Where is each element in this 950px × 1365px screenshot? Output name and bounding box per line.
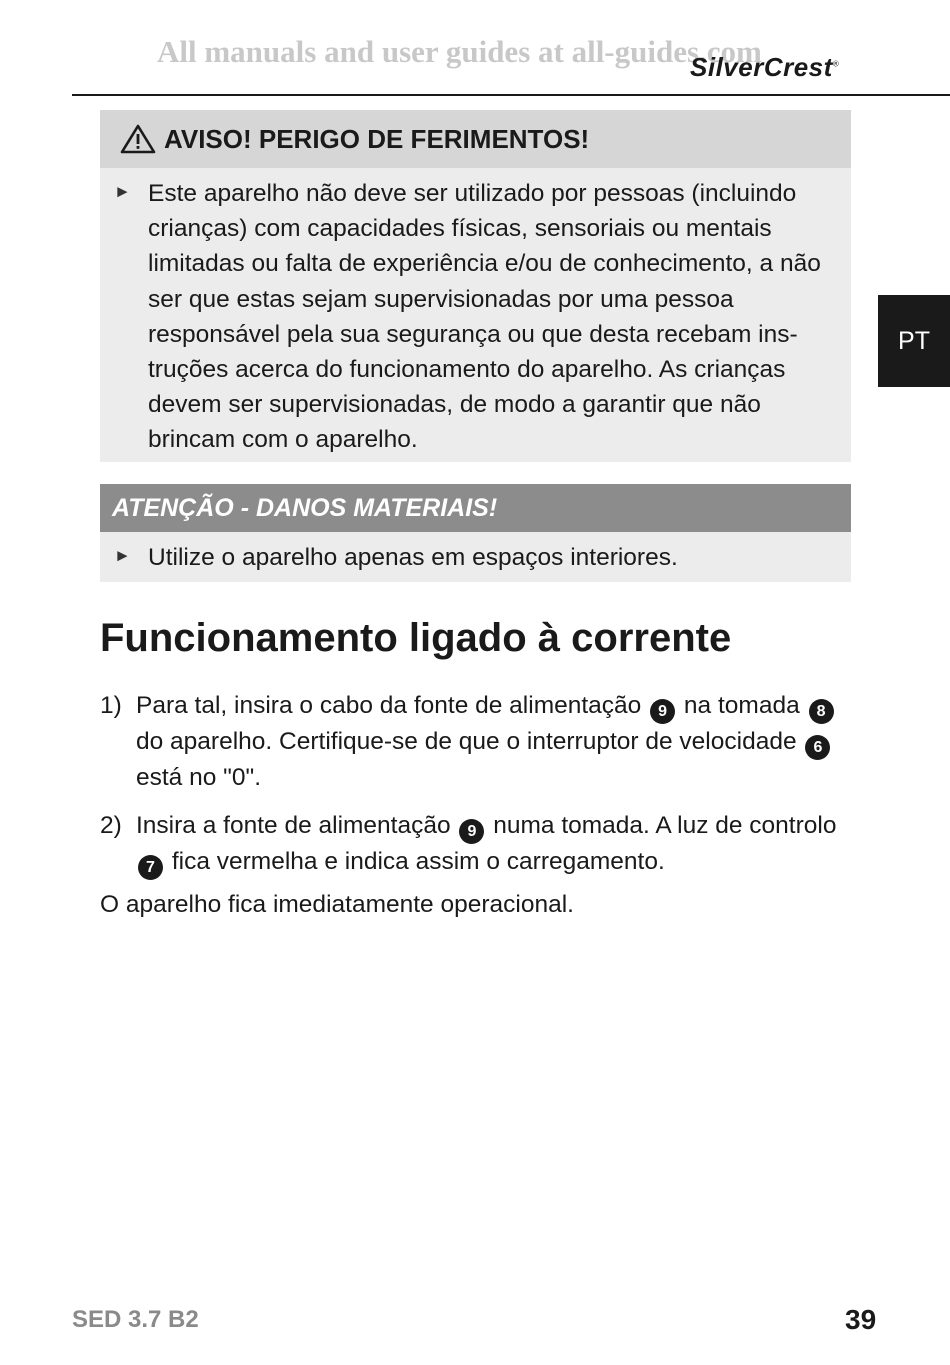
- bullet-arrow-icon: ►: [114, 546, 131, 565]
- closing-note: O aparelho fica imediatamente operacional.: [100, 891, 574, 918]
- header-divider: [72, 94, 950, 96]
- warning-text: Este aparelho não deve ser utilizado por pessoas (incluindo crianças) com capacidades físicas, sensoriais ou mentais limitadas ou falta de experiência e/ou de conhecimento, a não ser que estas sejam supervisionadas por uma pessoa responsável pela sua segurança ou que desta recebam ins-truções acerca do funcionamento do aparelho. As crianças devem ser supervisionadas, de modo a garantir que não brincam com o aparelho.: [148, 180, 821, 454]
- caution-title: ATENÇÃO - DANOS MATERIAIS!: [112, 493, 498, 522]
- caution-box: [100, 484, 851, 582]
- brand-logo: [690, 52, 839, 83]
- reference-number-badge: 8: [809, 699, 834, 724]
- warning-box: [100, 110, 851, 462]
- step-number: 2): [100, 812, 122, 839]
- section-title: Funcionamento ligado à corrente: [100, 616, 732, 660]
- reference-number-badge: 7: [138, 855, 163, 880]
- footer-model: SED 3.7 B2: [72, 1306, 199, 1333]
- step-item: [100, 688, 860, 795]
- page-number: 39: [845, 1304, 877, 1335]
- caution-bullet: [100, 532, 851, 575]
- watermark-text: All manuals and user guides at all-guides.com: [157, 34, 762, 69]
- reference-number-badge: 6: [805, 735, 830, 760]
- reference-number-badge: 9: [650, 699, 675, 724]
- caution-text: Utilize o aparelho apenas em espaços interiores.: [148, 544, 678, 571]
- registered-mark: ®: [832, 59, 840, 69]
- warning-title: AVISO! PERIGO DE FERIMENTOS!: [164, 123, 590, 154]
- warning-bullet: [100, 168, 851, 458]
- step-text: Insira a fonte de alimentação 9 numa tomada. A luz de controlo 7 fica vermelha e indica assim o carregamento.: [136, 808, 860, 880]
- step-text: Para tal, insira o cabo da fonte de alimentação 9 na tomada 8 do aparelho. Certifique-se de que o interruptor de velocidade 6 está no "0".: [136, 688, 860, 795]
- warning-triangle-icon: [120, 124, 156, 154]
- language-tab: PT: [878, 295, 950, 387]
- caution-header: [100, 484, 851, 532]
- reference-number-badge: 9: [459, 819, 484, 844]
- warning-header: [100, 110, 851, 168]
- step-item: [100, 808, 860, 880]
- bullet-arrow-icon: ►: [114, 182, 131, 201]
- brand-name: SilverCrest: [690, 52, 833, 82]
- step-number: 1): [100, 692, 122, 719]
